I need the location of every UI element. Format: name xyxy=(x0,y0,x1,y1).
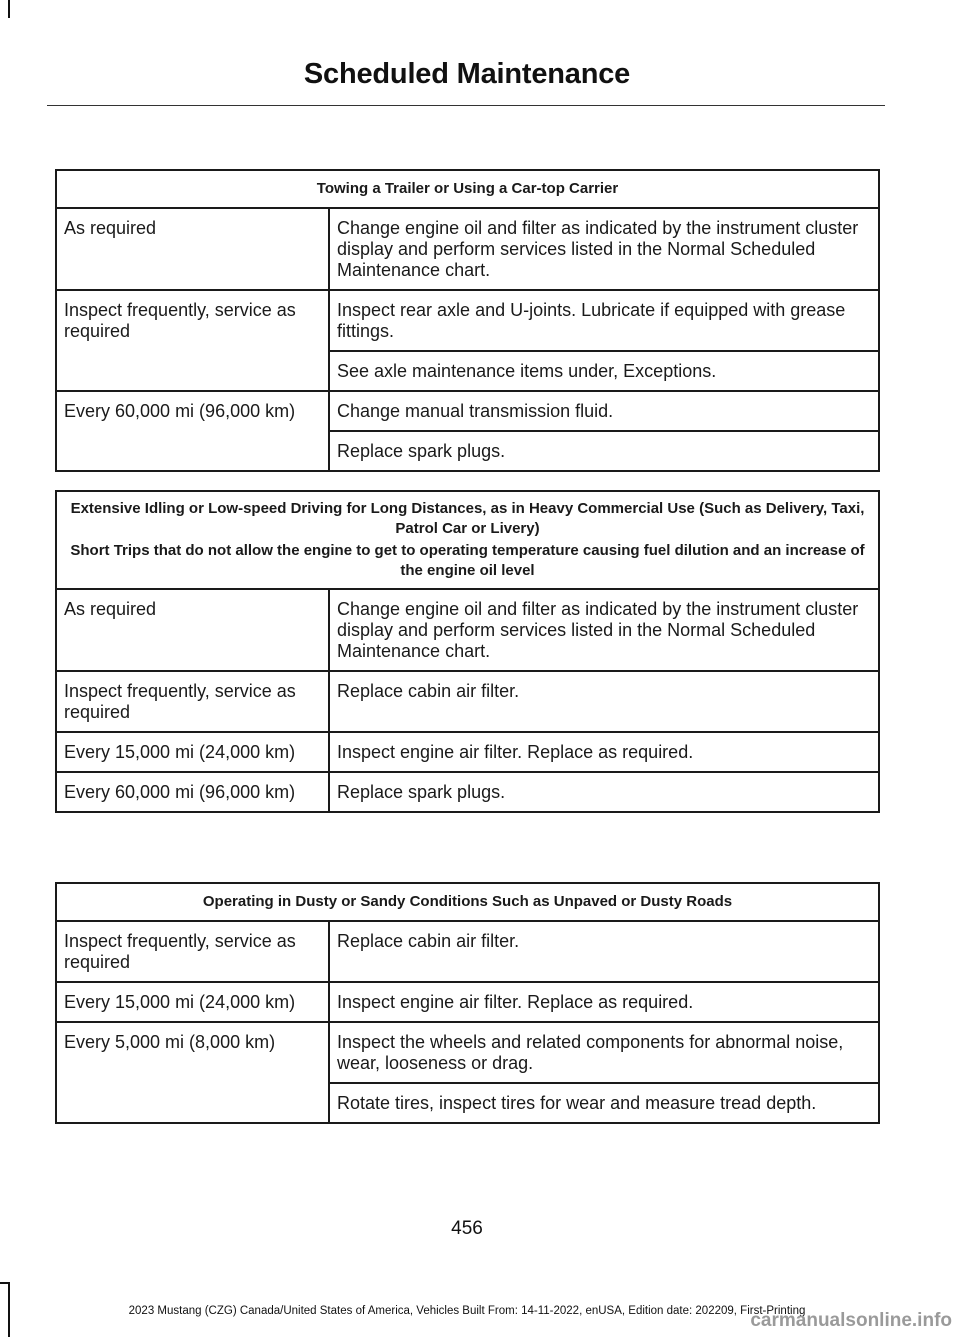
table-row xyxy=(56,1022,879,1083)
table-row xyxy=(56,391,879,431)
edition-info: 2023 Mustang (CZG) Canada/United States of America, Vehicles Built From: 14-11-2022, enUSA, Edition date: 202209, First-Printing xyxy=(128,1305,806,1317)
table-row xyxy=(56,921,879,982)
table-row xyxy=(56,589,879,671)
crop-mark-bottom-left-horizontal xyxy=(0,1282,10,1284)
towing-trailer-table xyxy=(55,169,880,472)
action-cell: Inspect the wheels and related components for abnormal noise, wear, looseness or drag. xyxy=(329,1022,879,1083)
interval-cell: As required xyxy=(56,208,329,290)
page-number: 456 xyxy=(451,1218,483,1239)
interval-cell: Every 60,000 mi (96,000 km) xyxy=(56,772,329,812)
table-header-row xyxy=(56,491,879,589)
table-heading xyxy=(56,883,879,921)
table-row xyxy=(56,982,879,1022)
table-row xyxy=(56,772,879,812)
interval-cell: Inspect frequently, service as required xyxy=(56,290,329,391)
action-cell: Rotate tires, inspect tires for wear and measure tread depth. xyxy=(329,1083,879,1123)
action-cell: Replace cabin air filter. xyxy=(329,921,879,982)
title-divider xyxy=(47,105,885,106)
table-header-row xyxy=(56,883,879,921)
action-cell: Inspect engine air filter. Replace as required. xyxy=(329,982,879,1022)
action-cell: See axle maintenance items under, Exceptions. xyxy=(329,351,879,391)
table-row xyxy=(56,671,879,732)
table-heading xyxy=(56,170,879,208)
table-heading xyxy=(56,491,879,589)
heading-line: Extensive Idling or Low-speed Driving for Long Distances, as in Heavy Commercial Use (Such as Delivery, Taxi, Patrol Car or Livery) xyxy=(70,500,865,537)
action-cell: Change engine oil and filter as indicated by the instrument cluster display and perform services listed in the Normal Scheduled Maintenance chart. xyxy=(329,589,879,671)
heading-line: Short Trips that do not allow the engine to get to operating temperature causing fuel dilution and an increase of the engine oil level xyxy=(70,542,865,579)
action-cell: Replace spark plugs. xyxy=(329,772,879,812)
action-cell: Inspect engine air filter. Replace as required. xyxy=(329,732,879,772)
crop-mark-top-left xyxy=(8,0,10,18)
heading-line: Operating in Dusty or Sandy Conditions Such as Unpaved or Dusty Roads xyxy=(202,893,733,910)
extensive-idling-table xyxy=(55,490,880,813)
interval-cell: Every 5,000 mi (8,000 km) xyxy=(56,1022,329,1123)
table-header-row xyxy=(56,170,879,208)
table-row xyxy=(56,732,879,772)
action-cell: Change engine oil and filter as indicated by the instrument cluster display and perform services listed in the Normal Scheduled Maintenance chart. xyxy=(329,208,879,290)
heading-line: Towing a Trailer or Using a Car-top Carrier xyxy=(316,180,619,197)
interval-cell: As required xyxy=(56,589,329,671)
action-cell: Inspect rear axle and U-joints. Lubricate if equipped with grease fittings. xyxy=(329,290,879,351)
interval-cell: Every 15,000 mi (24,000 km) xyxy=(56,732,329,772)
table-row xyxy=(56,208,879,290)
table-row xyxy=(56,290,879,351)
interval-cell: Inspect frequently, service as required xyxy=(56,921,329,982)
dusty-conditions-table xyxy=(55,882,880,1124)
watermark: carmanualsonline.info xyxy=(750,1310,952,1331)
interval-cell: Inspect frequently, service as required xyxy=(56,671,329,732)
action-cell: Change manual transmission fluid. xyxy=(329,391,879,431)
action-cell: Replace spark plugs. xyxy=(329,431,879,471)
interval-cell: Every 15,000 mi (24,000 km) xyxy=(56,982,329,1022)
page-title: Scheduled Maintenance xyxy=(303,58,631,90)
interval-cell: Every 60,000 mi (96,000 km) xyxy=(56,391,329,471)
action-cell: Replace cabin air filter. xyxy=(329,671,879,732)
